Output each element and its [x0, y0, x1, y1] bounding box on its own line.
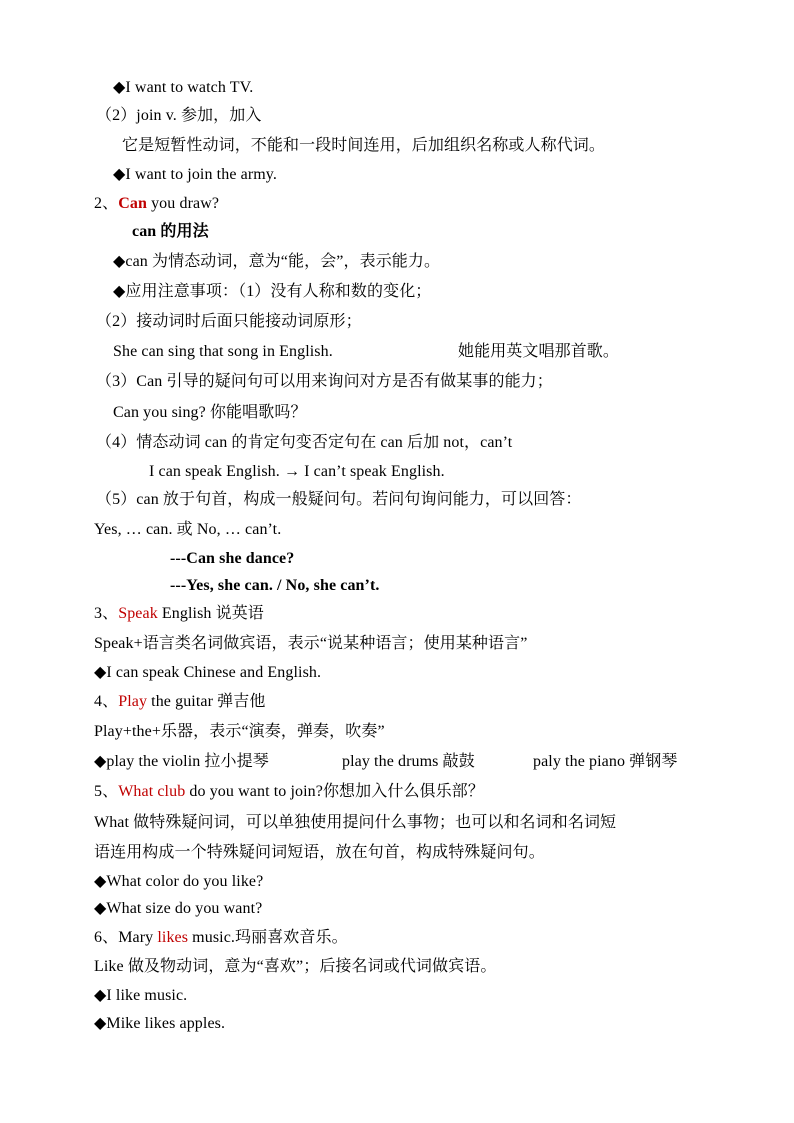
heading-mary-likes: [94, 928, 348, 948]
dialog-answer: ---Yes, she can. / No, she can’t.: [170, 577, 380, 594]
heading-rest: music.玛丽喜欢音乐。: [188, 929, 348, 946]
example-join-army: ◆I want to join the army.: [113, 166, 277, 183]
heading-number: 6、Mary: [94, 929, 158, 946]
heading-rest: do you want to join?你想加入什么俱乐部？: [185, 783, 484, 800]
highlight-what-club: What club: [118, 783, 186, 800]
can-note-1: ◆应用注意事项：（1）没有人称和数的变化；: [113, 283, 432, 300]
highlight-speak: Speak: [118, 605, 158, 622]
example-speak-chinese: ◆I can speak Chinese and English.: [94, 664, 322, 681]
what-usage-line-2: 语连用构成一个特殊疑问词短语，放在句首，构成特殊疑问句。: [94, 844, 545, 861]
item-join-definition: （2）join v. 参加，加入: [96, 107, 262, 124]
can-modal-note: ◆can 为情态动词，意为“能，会”，表示能力。: [113, 253, 441, 270]
example-watch-tv: ◆I want to watch TV.: [113, 79, 254, 96]
what-usage-line-1: What 做特殊疑问词，可以单独使用提问什么事物；也可以和名词和名词短: [94, 814, 617, 831]
heading-speak-english: [94, 604, 264, 624]
highlight-can: Can: [118, 195, 147, 212]
heading-number: 3、: [94, 605, 119, 622]
play-usage-note: Play+the+乐器，表示“演奏，弹奏，吹奏”: [94, 723, 385, 740]
join-usage-note: 它是短暂性动词，不能和一段时间连用，后加组织名称或人称代词。: [122, 137, 606, 154]
example-piano: paly the piano 弹钢琴: [533, 753, 678, 770]
can-note-3: （3）Can 引导的疑问句可以用来询问对方是否有做某事的能力；: [96, 373, 553, 390]
like-usage-note: Like 做及物动词，意为“喜欢”；后接名词或代词做宾语。: [94, 958, 497, 975]
heading-rest: you draw?: [146, 195, 220, 212]
example-what-color: ◆What color do you like?: [94, 873, 264, 890]
example-drums: play the drums 敲鼓: [342, 753, 475, 770]
heading-rest: the guitar 弹吉他: [147, 693, 266, 710]
heading-what-club: [94, 782, 484, 802]
example-mike-likes-apples: ◆Mike likes apples.: [94, 1015, 226, 1032]
example-sing-song: She can sing that song in English.: [113, 343, 333, 360]
can-note-5: （5）can 放于句首，构成一般疑问句。若问句询问能力，可以回答：: [96, 491, 582, 508]
heading-number: 4、: [94, 693, 119, 710]
example-what-size: ◆What size do you want?: [94, 900, 263, 917]
speak-usage-note: Speak+语言类名词做宾语，表示“说某种语言；使用某种语言”: [94, 635, 528, 652]
can-note-2: （2）接动词时后面只能接动词原形；: [96, 313, 362, 330]
can-answer-pattern: Yes, … can. 或 No, … can’t.: [94, 521, 282, 538]
dialog-question: ---Can she dance?: [170, 550, 295, 567]
heading-rest: English 说英语: [157, 605, 264, 622]
example-sing-song-translation: 她能用英文唱那首歌。: [458, 343, 620, 360]
subheading-can-usage: can 的用法: [132, 223, 209, 240]
heading-can-you-draw: [94, 194, 219, 214]
heading-play-guitar: [94, 692, 265, 712]
example-violin: ◆play the violin 拉小提琴: [94, 753, 269, 770]
example-negation: I can speak English. → I can’t speak English.: [149, 463, 445, 480]
heading-number: 2、: [94, 195, 119, 212]
example-can-you-sing: Can you sing? 你能唱歌吗？: [113, 404, 307, 421]
can-note-4: （4）情态动词 can 的肯定句变否定句在 can 后加 not，can’t: [96, 434, 513, 451]
heading-number: 5、: [94, 783, 119, 800]
highlight-play: Play: [118, 693, 148, 710]
example-i-like-music: ◆I like music.: [94, 987, 188, 1004]
highlight-likes: likes: [157, 929, 189, 946]
